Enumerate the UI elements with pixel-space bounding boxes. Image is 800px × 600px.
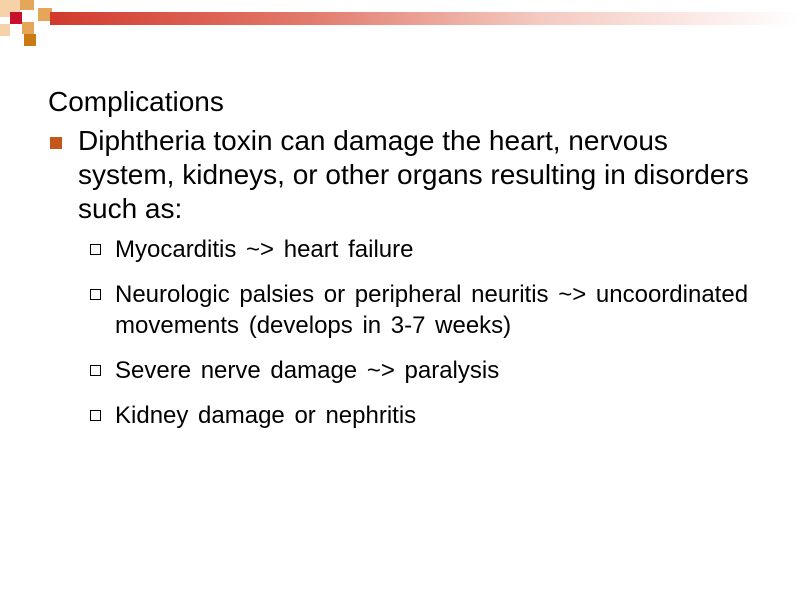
hollow-square-bullet-icon bbox=[90, 244, 101, 255]
hollow-square-bullet-icon bbox=[90, 289, 101, 300]
sub-bullet-item bbox=[90, 355, 768, 386]
sub-bullet-item bbox=[90, 234, 768, 265]
sub-bullet-text: Myocarditis ~> heart failure bbox=[115, 236, 414, 263]
sub-bullet-text: Kidney damage or nephritis bbox=[115, 402, 417, 429]
main-bullet bbox=[48, 124, 768, 226]
sub-bullet-item bbox=[90, 400, 768, 431]
sub-bullet-item bbox=[90, 279, 768, 341]
header-gradient-bar bbox=[50, 12, 800, 25]
slide-content bbox=[48, 84, 768, 445]
hollow-square-bullet-icon bbox=[90, 365, 101, 376]
slide-heading: Complications bbox=[48, 86, 224, 117]
square-bullet-icon bbox=[50, 137, 62, 149]
hollow-square-bullet-icon bbox=[90, 410, 101, 421]
decorative-square bbox=[0, 24, 10, 36]
main-bullet-text: Diphtheria toxin can damage the heart, nervous system, kidneys, or other organs resulting in disorders such as: bbox=[78, 125, 749, 224]
decorative-square bbox=[22, 22, 34, 34]
sub-bullet-list bbox=[48, 234, 768, 431]
decorative-square bbox=[10, 12, 22, 24]
decorative-square bbox=[24, 34, 36, 46]
decorative-square bbox=[20, 0, 34, 10]
sub-bullet-text: Neurologic palsies or peripheral neuritis ~> uncoordinated movements (develops in 3-7 weeks) bbox=[115, 281, 749, 339]
sub-bullet-text: Severe nerve damage ~> paralysis bbox=[115, 357, 500, 384]
